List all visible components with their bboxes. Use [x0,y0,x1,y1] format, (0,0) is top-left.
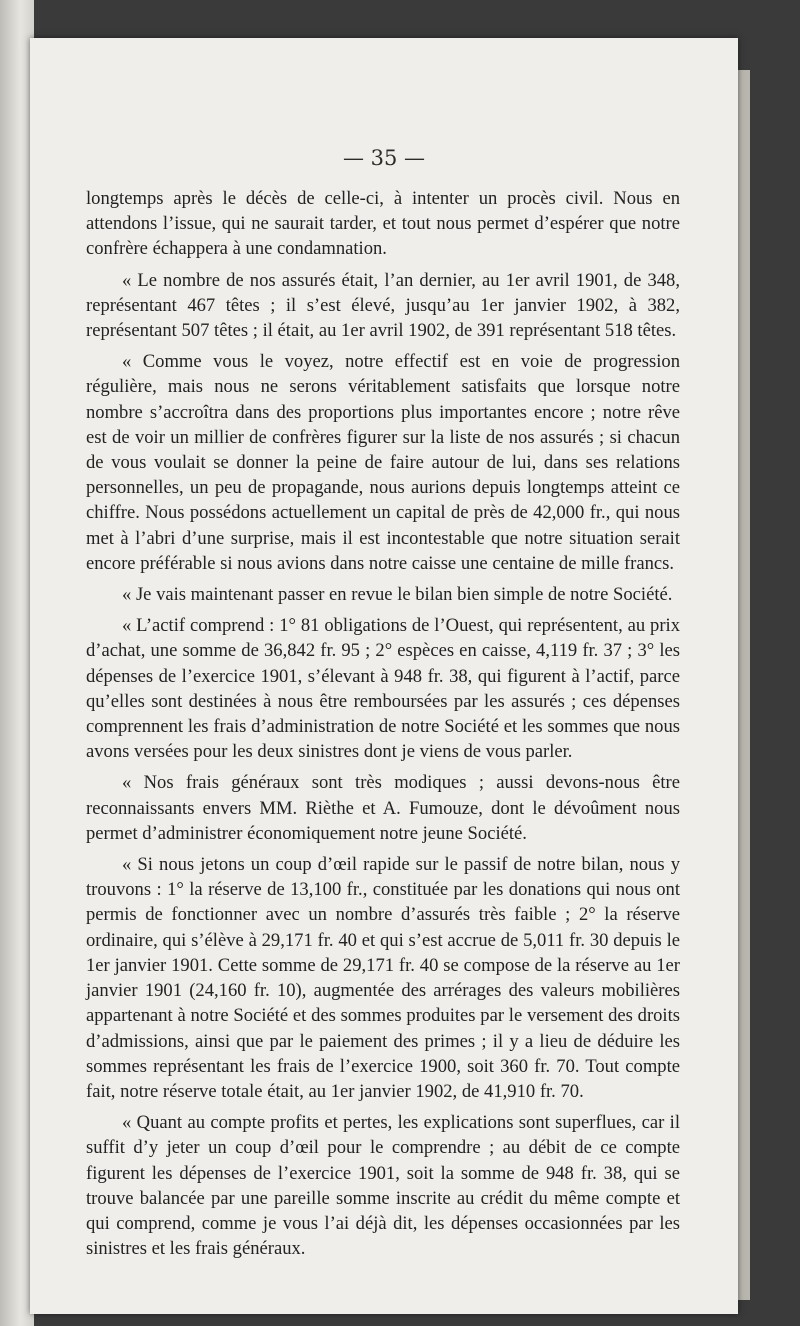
paragraph-2: « Le nombre de nos assurés était, l’an dernier, au 1er avril 1901, de 348, représentant 467 têtes ; il s’est élevé, jusqu’au 1er janvier 1902, à 382, représentant 507 têtes ; il était, au 1er avril 1902, de 391 représentant 518 têtes. [86,269,680,342]
page-text [86,186,680,1267]
paragraph-3: « Comme vous le voyez, notre effectif est en voie de progression régulière, mais nous ne serons véritablement satisfaits que lorsque notre nombre s’accroîtra dans des proportions plus importantes encore ; notre rêve est de voir un millier de confrères figurer sur la liste de nos assurés ; si chacun de vous voulait se donner la peine de faire autour de lui, dans ses relations personnelles, un peu de propagande, nous aurions depuis longtemps atteint ce chiffre. Nous possédons actuellement un capital de près de 42,000 fr., qui nous met à l’abri d’une surprise, mais il est incontestable que notre situation serait encore préférable si nous avions dans notre caisse une centaine de mille francs. [86,351,680,574]
paragraph-6: « Nos frais généraux sont très modiques ; aussi devons-nous être reconnaissants envers MM. Rièthe et A. Fumouze, dont le dévoûment nous permet d’administrer économiquement notre jeune Société. [86,772,680,844]
previous-page-edge [0,0,34,1326]
paragraph-7: « Si nous jetons un coup d’œil rapide sur le passif de notre bilan, nous y trouvons : 1° la réserve de 13,100 fr., constituée par les donations qui nous ont permis de fonctionner avec un nombre d’assurés très faible ; 2° la réserve ordinaire, qui s’élève à 29,171 fr. 40 et qui s’est accrue de 5,011 fr. 30 depuis le 1er janvier 1901. Cette somme de 29,171 fr. 40 se compose de la réserve au 1er janvier 1901 (24,160 fr. 10), augmentée des arrérages des valeurs mobilières appartenant à notre Société et des sommes produites par le versement des droits d’admissions, ainsi que par le paiement des primes ; il y a lieu de déduire les sommes représentant les frais de l’exercice 1900, soit 360 fr. 70. Tout compte fait, notre réserve totale était, au 1er janvier 1902, de 41,910 fr. 70. [86,854,680,1102]
page-number: — 35 — [342,146,426,170]
paragraph-1: longtemps après le décès de celle-ci, à intenter un procès civil. Nous en attendons l’issue, qui ne saurait tarder, et tout nous permet d’espérer que notre confrère échappera à une condamnation. [86,188,680,260]
page-stack-edge [738,70,750,1300]
paragraph-5: « L’actif comprend : 1° 81 obligations de l’Ouest, qui représentent, au prix d’achat, une somme de 36,842 fr. 95 ; 2° espèces en caisse, 4,119 fr. 37 ; 3° les dépenses de l’exercice 1901, s’élevant à 948 fr. 38, qui figurent à l’actif, parce qu’elles sont destinées à nous être remboursées par les assurés ; ces dépenses comprennent les frais d’administration de notre Société et les sommes que nous avons versées pour les deux sinistres dont je viens de vous parler. [86,615,680,763]
paragraph-4: « Je vais maintenant passer en revue le bilan bien simple de notre Société. [122,584,673,606]
paragraph-8: « Quant au compte profits et pertes, les explications sont superflues, car il suffit d’y jeter un coup d’œil pour le comprendre ; au débit de ce compte figurent les dépenses de l’exercice 1901, soit la somme de 948 fr. 38, qui se trouve balancée par une pareille somme inscrite au crédit du même compte et qui comprend, comme je vous l’ai déjà dit, les dépenses occasionnées par les sinistres et les frais généraux. [86,1112,680,1260]
book-page [30,38,738,1314]
